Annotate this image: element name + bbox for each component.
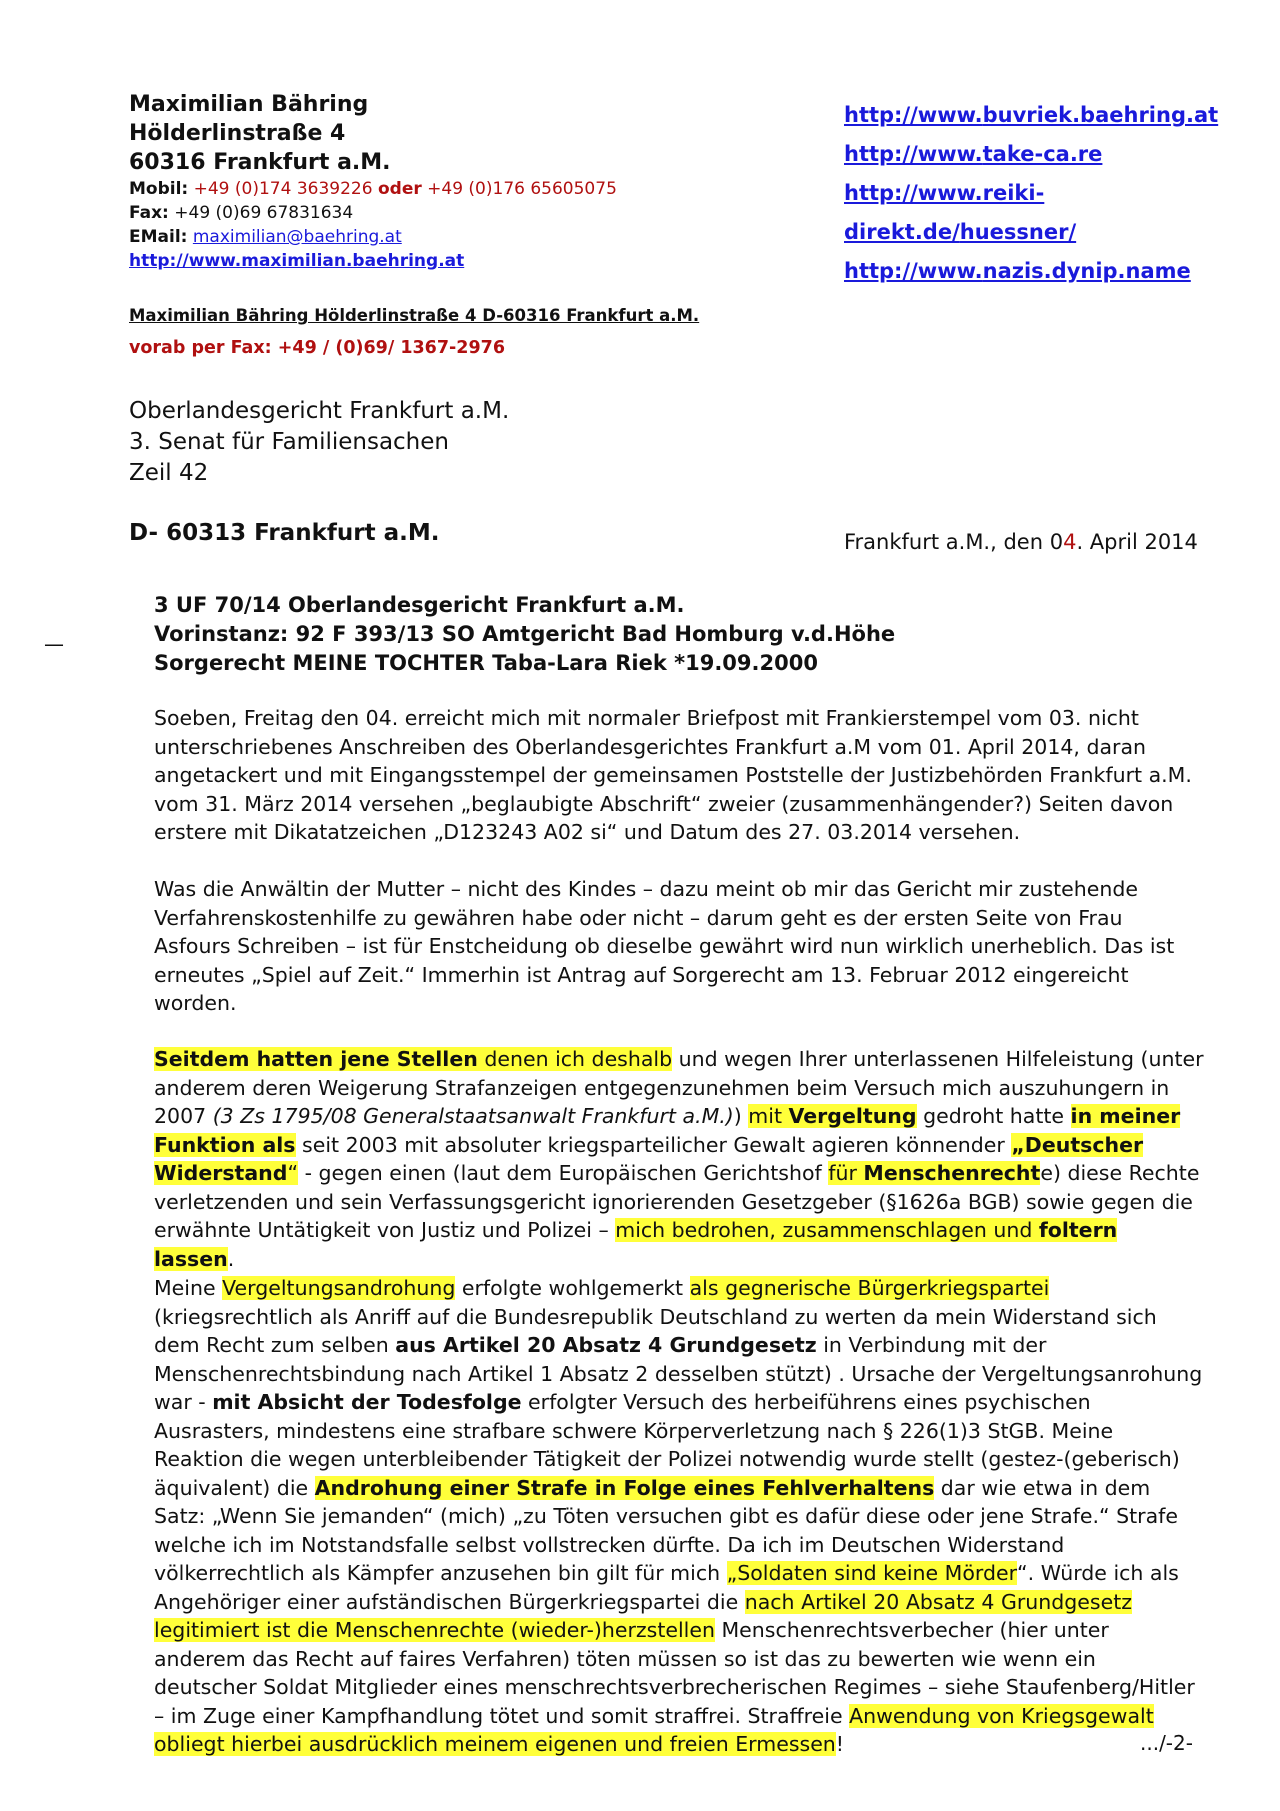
reference-subject: Sorgerecht MEINE TOCHTER Taba-Lara Riek *19.09.2000 bbox=[154, 651, 818, 675]
email-link[interactable]: maximilian@baehring.at bbox=[192, 227, 402, 247]
link-buvriek[interactable]: http://www.buvriek.baehring.at bbox=[844, 103, 1219, 127]
link-take-ca[interactable]: http://www.take-ca.re bbox=[844, 142, 1103, 166]
paragraph-2: Was die Anwältin der Mutter – nicht des Kindes – dazu meint ob mir das Gericht mir zustehende Verfahrenskostenhilfe zu gewähren habe oder nicht – darum geht es der ersten Seite von Frau Asfours Schreiben – ist für Enstcheidung ob dieselbe gewährt wird nun wirklich unerheblich. Das ist erneutes „Spiel auf Zeit.“ Immerhin ist Antrag auf Sorgerecht am 13. Februar 2012 eingereicht worden. bbox=[154, 877, 1175, 1015]
sender-city: 60316 Frankfurt a.M. bbox=[129, 150, 391, 175]
sender-mobile: Mobil: +49 (0)174 3639226 oder +49 (0)176 65605075 bbox=[129, 179, 617, 199]
website-link[interactable]: http://www.maximilian.baehring.at bbox=[129, 251, 465, 271]
sender-street: Hölderlinstraße 4 bbox=[129, 121, 346, 146]
paragraph-4: Meine Vergeltungsandrohung erfolgte wohlgemerkt als gegnerische Bürgerkriegspartei (kriegsrechtlich als Anriff auf die Bundesrepublik Deutschland zu werten da mein Widerstand sich dem Recht zum selben aus Artikel 20 Absatz 4 Grundgesetz in Verbindung mit der Menschenrechtsbindung nach Artikel 1 Absatz 2 desselben stützt) . Ursache der Vergeltungsanrohung war - mit Absicht der Todesfolge erfolgter Versuch des herbeiführens eines psychischen Ausrasters, mindestens eine strafbare schwere Körperverletzung nach § 226(1)3 StGB. Meine Reaktion die wegen unterbleibender Tätigkeit der Polizei notwendig wurde stellt (gestez-(geberisch) äquivalent) die Androhung einer Strafe in Folge eines Fehlverhaltens dar wie etwa in dem Satz: „Wenn Sie jemanden“ (mich) „zu Töten versuchen gibt es dafür diese oder jene Strafe.“ Strafe welche ich im Notstandsfalle selbst vollstrecken dürfte. Da ich im Deutschen Widerstand völkerrechtlich als Kämpfer anzusehen bin gilt für mich „Soldaten sind keine Mörder“. Würde ich als Angehöriger einer aufständischen Bürgerkriegspartei die nach Artikel 20 Absatz 4 Grundgesetz legitimiert ist die Menschenrechte (wieder-)herzstellen Menschenrechtsverbecher (hier unter anderem das Recht auf faires Verfahren) töten müssen so ist das zu bewerten wie wenn ein deutscher Soldat Mitglieder eines menschrechtsverbrecherischen Regimes – siehe Staufenberg/Hitler – im Zuge einer Kampfhandlung tötet und somit straffrei. Straffreie Anwendung von Kriegsgewalt obliegt hierbei ausdrücklich meinem eigenen und freien Ermessen! bbox=[154, 1276, 1203, 1756]
recipient-block bbox=[129, 396, 509, 489]
return-address: Maximilian Bähring Hölderlinstraße 4 D-60316 Frankfurt a.M. bbox=[129, 306, 700, 325]
external-links bbox=[844, 96, 1264, 291]
page-continuation-marker: .../-2- bbox=[1140, 1731, 1193, 1755]
recipient-line3: Zeil 42 bbox=[129, 460, 209, 486]
sender-email: EMail: maximilian@baehring.at bbox=[129, 227, 402, 247]
letter-date: Frankfurt a.M., den 04. April 2014 bbox=[844, 530, 1198, 554]
recipient-line2: 3. Senat für Familiensachen bbox=[129, 429, 449, 455]
recipient-city: D- 60313 Frankfurt a.M. bbox=[129, 520, 440, 546]
paragraph-3: Seitdem hatten jene Stellen denen ich deshalb und wegen Ihrer unterlassenen Hilfeleistung (unter anderem deren Weigerung Strafanzeigen entgegenzunehmen beim Versuch mich auszuhungern in 2007 (3 Zs 1795/08 Generalstaatsanwalt Frankfurt a.M.)) mit Vergeltung gedroht hatte in meiner Funktion als seit 2003 mit absoluter kriegsparteilicher Gewalt agieren könnender „Deutscher Widerstand“ - gegen einen (laut dem Europäischen Gerichtshof für Menschenrechte) diese Rechte verletzenden und sein Verfassungsgericht ignorierenden Gesetzgeber (§1626a BGB) sowie gegen die erwähnte Untätigkeit von Justiz und Polizei – mich bedrohen, zusammenschlagen und foltern lassen. bbox=[154, 1047, 1204, 1271]
link-nazis[interactable]: http://www.nazis.dynip.name bbox=[844, 259, 1191, 283]
reference-case: 3 UF 70/14 Oberlandesgericht Frankfurt a.M. bbox=[154, 593, 685, 617]
paragraph-1: Soeben, Freitag den 04. erreicht mich mit normaler Briefpost mit Frankierstempel vom 03. nicht unterschriebenes Anschreiben des Oberlandesgerichtes Frankfurt a.M vom 01. April 2014, daran angetackert und mit Eingangsstempel der gemeinsamen Poststelle der Justizbehörden Frankfurt a.M. vom 31. März 2014 versehen „beglaubigte Abschrift“ zweier (zusammenhängender?) Seiten davon erstere mit Dikatatzeichen „D123243 A02 si“ und Datum des 27. 03.2014 versehen. bbox=[154, 706, 1192, 844]
sender-block bbox=[129, 90, 689, 273]
sender-fax: Fax: +49 (0)69 67831634 bbox=[129, 203, 354, 223]
fax-notice: vorab per Fax: +49 / (0)69/ 1367-2976 bbox=[129, 338, 506, 358]
margin-mark: — bbox=[44, 632, 64, 656]
sender-website bbox=[129, 249, 689, 273]
recipient-line1: Oberlandesgericht Frankfurt a.M. bbox=[129, 398, 510, 424]
reference-block bbox=[154, 591, 895, 678]
link-reiki[interactable]: http://www.reiki-direkt.de/huessner/ bbox=[844, 181, 1077, 244]
reference-lower-court: Vorinstanz: 92 F 393/13 SO Amtgericht Bad Homburg v.d.Höhe bbox=[154, 622, 896, 646]
sender-name: Maximilian Bähring bbox=[129, 92, 369, 117]
